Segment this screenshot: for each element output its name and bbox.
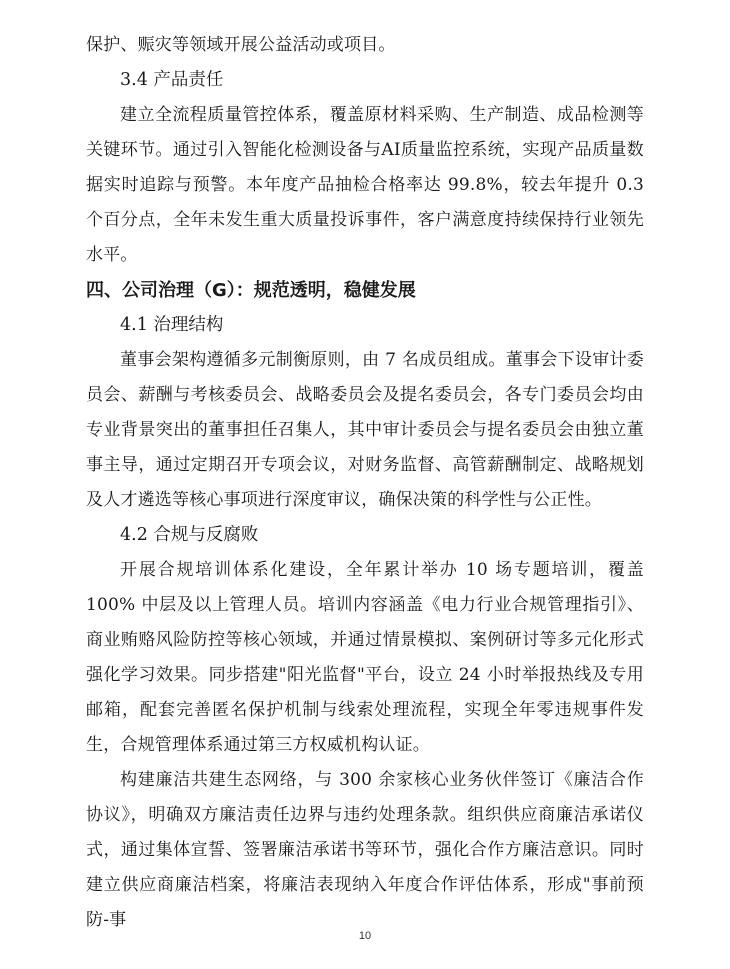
- heading-4-2-compliance-anticorruption: 4.2 合规与反腐败: [120, 525, 259, 545]
- heading-3-4-product-responsibility: 3.4 产品责任: [120, 70, 224, 90]
- paragraph-product-responsibility: 建立全流程质量管控体系，覆盖原材料采购、生产制造、成品检测等关键环节。通过引入智能化检测设备与AI质量监控系统，实现产品质量数据实时追踪与预警。本年度产品抽检合格率达 99.8%，较去年提升 0.3 个百分点，全年未发生重大质量投诉事件，客户满意度持续保持行业领先水平。: [86, 105, 644, 265]
- paragraph-compliance-training: 开展合规培训体系化建设，全年累计举办 10 场专题培训，覆盖 100% 中层及以上管理人员。培训内容涵盖《电力行业合规管理指引》、商业贿赂风险防控等核心领域，并通过情景模拟、案例研讨等多元化形式强化学习效果。同步搭建"阳光监督"平台，设立 24 小时举报热线及专用邮箱，配套完善匿名保护机制与线索处理流程，实现全年零违规事件发生，合规管理体系通过第三方权威机构认证。: [86, 560, 644, 755]
- section-heading-corporate-governance: 四、公司治理（G）：规范透明，稳健发展: [86, 280, 416, 301]
- paragraph-continued: 保护、赈灾等领域开展公益活动或项目。: [86, 35, 396, 55]
- page-number: 10: [358, 930, 372, 942]
- document-page: [86, 28, 644, 938]
- paragraph-governance-structure: 董事会架构遵循多元制衡原则，由 7 名成员组成。董事会下设审计委员会、薪酬与考核委员会、战略委员会及提名委员会，各专门委员会均由专业背景突出的董事担任召集人，其中审计委员会与提名委员会由独立董事主导，通过定期召开专项会议，对财务监督、高管薪酬制定、战略规划及人才遴选等核心事项进行深度审议，确保决策的科学性与公正性。: [86, 350, 644, 510]
- heading-4-1-governance-structure: 4.1 治理结构: [120, 315, 224, 335]
- paragraph-integrity-ecosystem: 构建廉洁共建生态网络，与 300 余家核心业务伙伴签订《廉洁合作协议》，明确双方廉洁责任边界与违约处理条款。组织供应商廉洁承诺仪式，通过集体宣誓、签署廉洁承诺书等环节，强化合作方廉洁意识。同时建立供应商廉洁档案，将廉洁表现纳入年度合作评估体系，形成"事前预防-事: [86, 770, 644, 930]
